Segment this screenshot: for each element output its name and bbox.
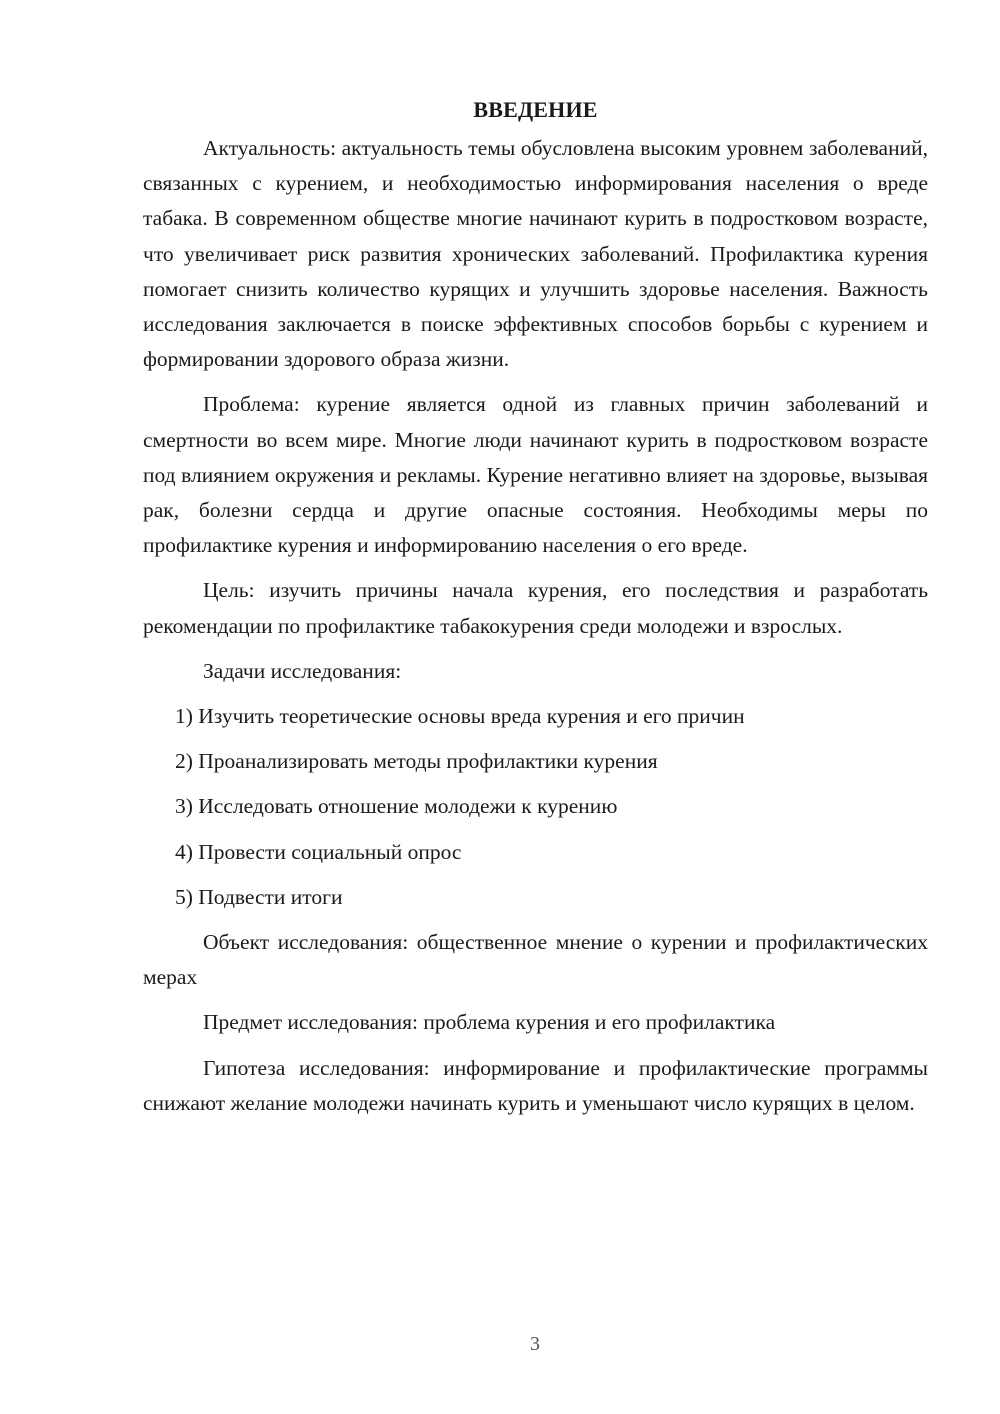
tasks-heading: Задачи исследования: — [203, 658, 402, 683]
subject-paragraph: Предмет исследования: проблема курения и его профилактика — [203, 1010, 776, 1035]
page-number: 3 — [530, 1333, 540, 1355]
page-title: ВВЕДЕНИЕ — [473, 97, 598, 122]
list-item: 2) Проанализировать методы профилактики курения — [175, 749, 658, 774]
tasks-list — [143, 699, 928, 915]
object-paragraph: Объект исследования: общественное мнение о курении и профилактических мерах — [143, 930, 928, 990]
relevance-paragraph: Актуальность: актуальность темы обусловлена высоким уровнем заболеваний, связанных с курением, и необходимостью информирования населения о вреде табака. В современном обществе многие начинают курить в подростковом возрасте, что увеличивает риск развития хронических заболеваний. Профилактика курения помогает снизить количество курящих и улучшить здоровье населения. Важность исследования заключается в поиске эффективных способов борьбы с курением и формировании здорового образа жизни. — [143, 136, 928, 372]
goal-paragraph: Цель: изучить причины начала курения, его последствия и разработать рекомендации по профилактике табакокурения среди молодежи и взрослых. — [143, 578, 928, 638]
list-item: 3) Исследовать отношение молодежи к курению — [175, 794, 618, 819]
list-item: 5) Подвести итоги — [175, 884, 343, 909]
list-item: 1) Изучить теоретические основы вреда курения и его причин — [175, 704, 745, 729]
hypothesis-paragraph: Гипотеза исследования: информирование и профилактические программы снижают желание молодежи начинать курить и уменьшают число курящих в целом. — [143, 1055, 928, 1115]
list-item: 4) Провести социальный опрос — [175, 839, 462, 864]
document-page — [143, 92, 928, 1131]
problem-paragraph: Проблема: курение является одной из главных причин заболеваний и смертности во всем мире. Многие люди начинают курить в подростковом возрасте под влиянием окружения и рекламы. Курение негативно влияет на здоровье, вызывая рак, болезни сердца и другие опасные состояния. Необходимы меры по профилактике курения и информированию населения о его вреде. — [143, 392, 928, 558]
